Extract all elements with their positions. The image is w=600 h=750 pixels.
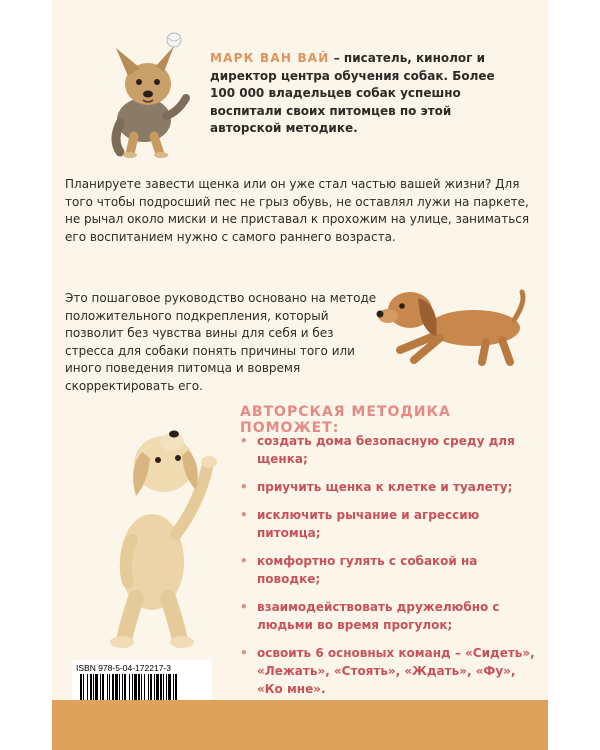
back-cover: [52, 0, 548, 750]
ball-icon: [167, 33, 181, 47]
benefit-item: • исключить рычание и агрессию питомца;: [240, 508, 480, 540]
benefit-item: • приучить щенка к клетке и туалету;: [240, 480, 513, 494]
bullet-icon: •: [240, 508, 248, 522]
bullet-icon: •: [240, 434, 248, 448]
benefit-item: • комфортно гулять с собакой на поводке;: [240, 554, 478, 586]
author-bio: – писатель, кинолог и директор центра обучения собак. Более 100 000 владельцев собак успешно воспитали своих питомцев по этой авторской методике.: [210, 51, 495, 135]
author-name: МАРК ВАН ВАЙ: [210, 51, 330, 65]
labrador-puppy-illustration: [92, 412, 227, 652]
bullet-icon: •: [240, 480, 248, 494]
author-block: [210, 50, 510, 138]
dachshund-puppy-illustration: [374, 280, 534, 370]
benefit-item: • взаимодействовать дружелюбно с людьми во время прогулок;: [240, 600, 500, 632]
intro-paragraph: Планируете завести щенка или он уже стал частью вашей жизни? Для того чтобы подросший пес не грыз обувь, не оставлял лужи на паркете, не рычал около миски и не приставал к прохожим на улице, заниматься его воспитанием нужно с самого раннего возраста.: [65, 177, 530, 244]
benefit-item: • создать дома безопасную среду для щенка;: [240, 434, 515, 466]
bullet-icon: •: [240, 646, 248, 660]
yorkie-puppy-illustration: [90, 28, 210, 158]
benefits-heading: АВТОРСКАЯ МЕТОДИКА ПОМОЖЕТ:: [240, 404, 451, 436]
benefits-list: [240, 432, 540, 708]
method-paragraph: Это пошаговое руководство основано на методе положительного подкрепления, который позволит без чувства вины для себя и без стресса для собаки понять причины того или иного поведения питомца и вовремя скорректировать его.: [65, 291, 377, 393]
bullet-icon: •: [240, 600, 248, 614]
benefit-item: • освоить 6 основных команд – «Сидеть», «Лежать», «Стоять», «Ждать», «Фу», «Ко мне».: [240, 646, 535, 696]
bullet-icon: •: [240, 554, 248, 568]
bottom-band: [52, 700, 548, 750]
isbn-number: ISBN 978-5-04-172217-3: [76, 663, 171, 673]
